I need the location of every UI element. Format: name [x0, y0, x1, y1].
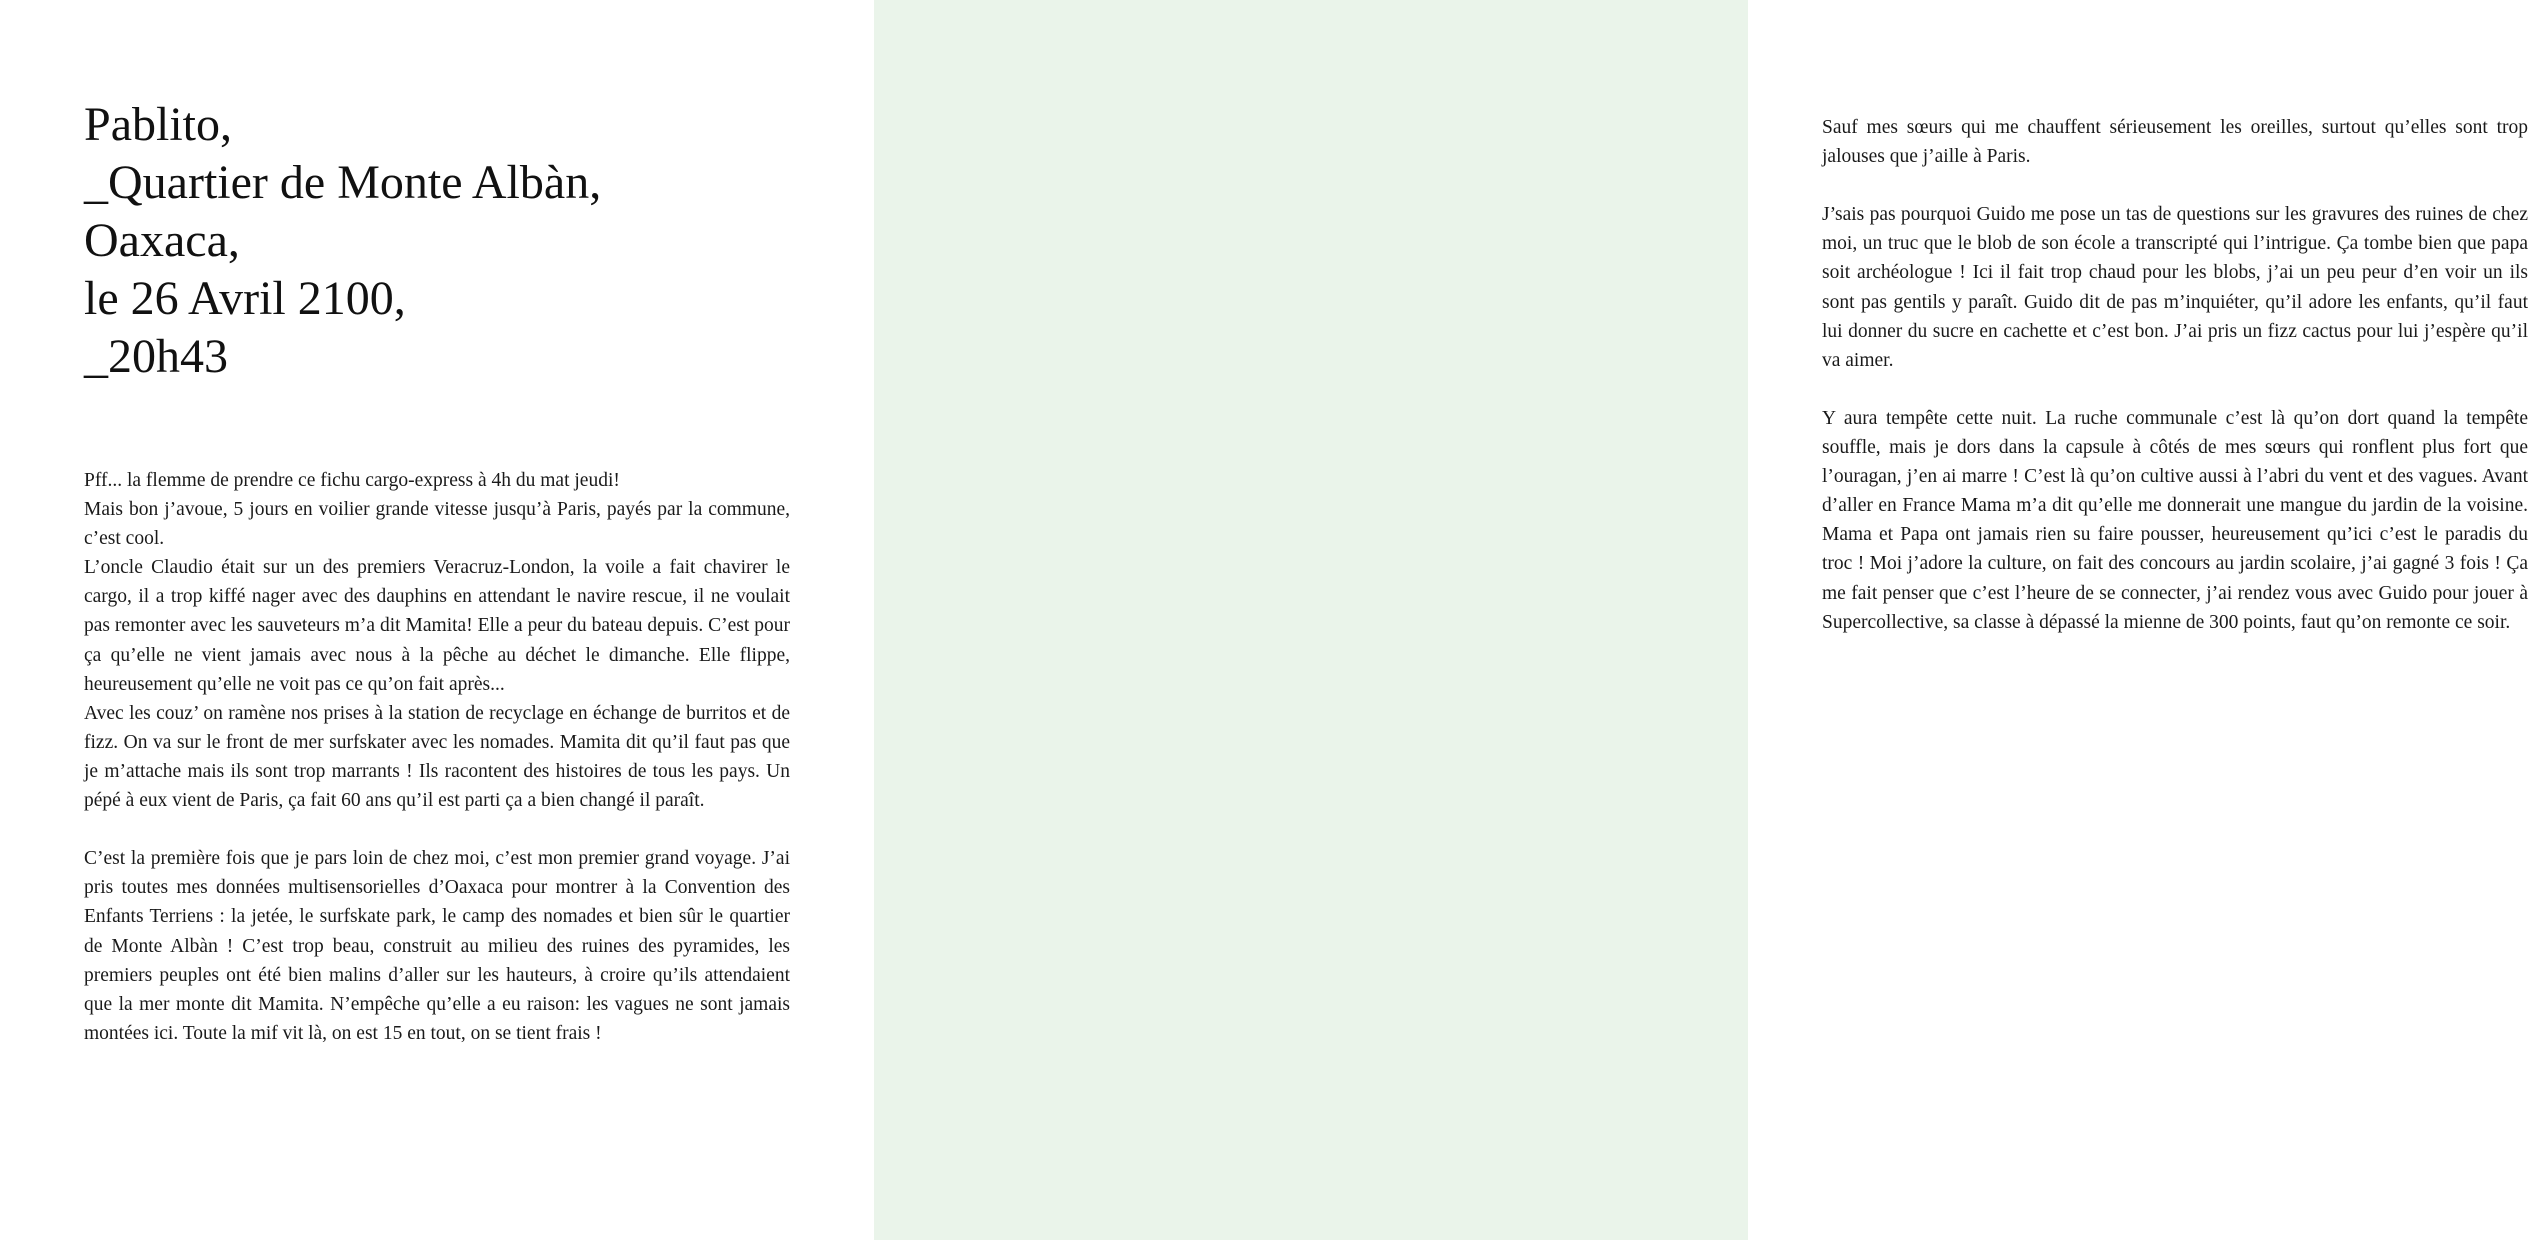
heading-line-time: _20h43 [84, 330, 228, 383]
letter-heading [84, 96, 804, 386]
paragraph: J’sais pas pourquoi Guido me pose un tas de questions sur les gravures des ruines de chez moi, un truc que le blob de son école a transcripté qui l’intrigue. Ça tombe bien que papa soit archéologue ! Ici il fait trop chaud pour les blobs, j’ai un peu peur d’en voir un ils sont pas gentils y paraît. Guido dit de pas m’inquiéter, qu’il adore les enfants, qu’il faut lui donner du sucre en cachette et c’est bon. J’ai pris un fizz cactus pour lui j’espère qu’il va aimer. [1822, 204, 2528, 371]
paragraph: C’est la première fois que je pars loin de chez moi, c’est mon premier grand voyage. J’ai pris toutes mes données multisensorielles d’Oaxaca pour montrer à la Convention des Enfants Terriens : la jetée, le surfskate park, le camp des nomades et bien sûr le quartier de Monte Albàn ! C’est trop beau, construit au milieu des ruines des pyramides, les premiers peuples ont été bien malins d’aller sur les hauteurs, à croire qu’ils attendaient que la mer monte dit Mamita. N’empêche qu’elle a eu raison: les vagues ne sont jamais montées ici. Toute la mif vit là, on est 15 en tout, on se tient frais ! [84, 848, 790, 1044]
paragraph: Mais bon j’avoue, 5 jours en voilier grande vitesse jusqu’à Paris, payés par la commune, c’est cool. [84, 499, 790, 550]
heading-line-city: Oaxaca, [84, 214, 240, 267]
left-body-text [84, 466, 790, 1048]
paragraph: Sauf mes sœurs qui me chauffent sérieusement les oreilles, surtout qu’elles sont trop jalouses que j’aille à Paris. [1822, 117, 2528, 168]
paragraph: Avec les couz’ on ramène nos prises à la station de recyclage en échange de burritos et de fizz. On va sur le front de mer surfskater avec les nomades. Mamita dit qu’il faut pas que je m’attache mais ils sont trop marrants ! Ils racontent des histoires de tous les pays. Un pépé à eux vient de Paris, ça fait 60 ans qu’il est parti ça a bien changé il paraît. [84, 702, 790, 812]
right-body-text [1822, 113, 2528, 637]
paragraph: L’oncle Claudio était sur un des premiers Veracruz-London, la voile a fait chavirer le cargo, il a trop kiffé nager avec des dauphins en attendant le navire rescue, il ne voulait pas remonter avec les sauveteurs m’a dit Mamita! Elle a peur du bateau depuis. C’est pour ça qu’elle ne vient jamais avec nous à la pêche au déchet le dimanche. Elle flippe, heureusement qu’elle ne voit pas ce qu’on fait après... [84, 557, 790, 695]
left-page [0, 0, 874, 1240]
heading-line-date: le 26 Avril 2100, [84, 272, 406, 325]
paragraph: Y aura tempête cette nuit. La ruche communale c’est là qu’on dort quand la tempête souffle, mais je dors dans la capsule à côtés de mes sœurs qui ronflent plus fort que l’ouragan, j’en ai marre ! C’est là qu’on cultive aussi à l’abri du vent et des vagues. Avant d’aller en France Mama m’a dit qu’elle me donnerait une mangue du jardin de la voisine. Mama et Papa ont jamais rien su faire pousser, heureusement qu’ici c’est le paradis du troc ! Moi j’adore la culture, on fait des concours au jardin scolaire, j’ai gagné 3 fois ! Ça me fait penser que c’est l’heure de se connecter, j’ai rendez vous avec Guido pour jouer à Supercollective, sa classe à dépassé la mienne de 300 points, faut qu’on remonte ce soir. [1822, 407, 2528, 633]
heading-line-name: Pablito, [84, 98, 233, 151]
right-page [874, 0, 2528, 1240]
heading-line-district: _Quartier de Monte Albàn, [84, 156, 602, 209]
paragraph: Pff... la flemme de prendre ce fichu cargo-express à 4h du mat jeudi! [84, 470, 620, 491]
